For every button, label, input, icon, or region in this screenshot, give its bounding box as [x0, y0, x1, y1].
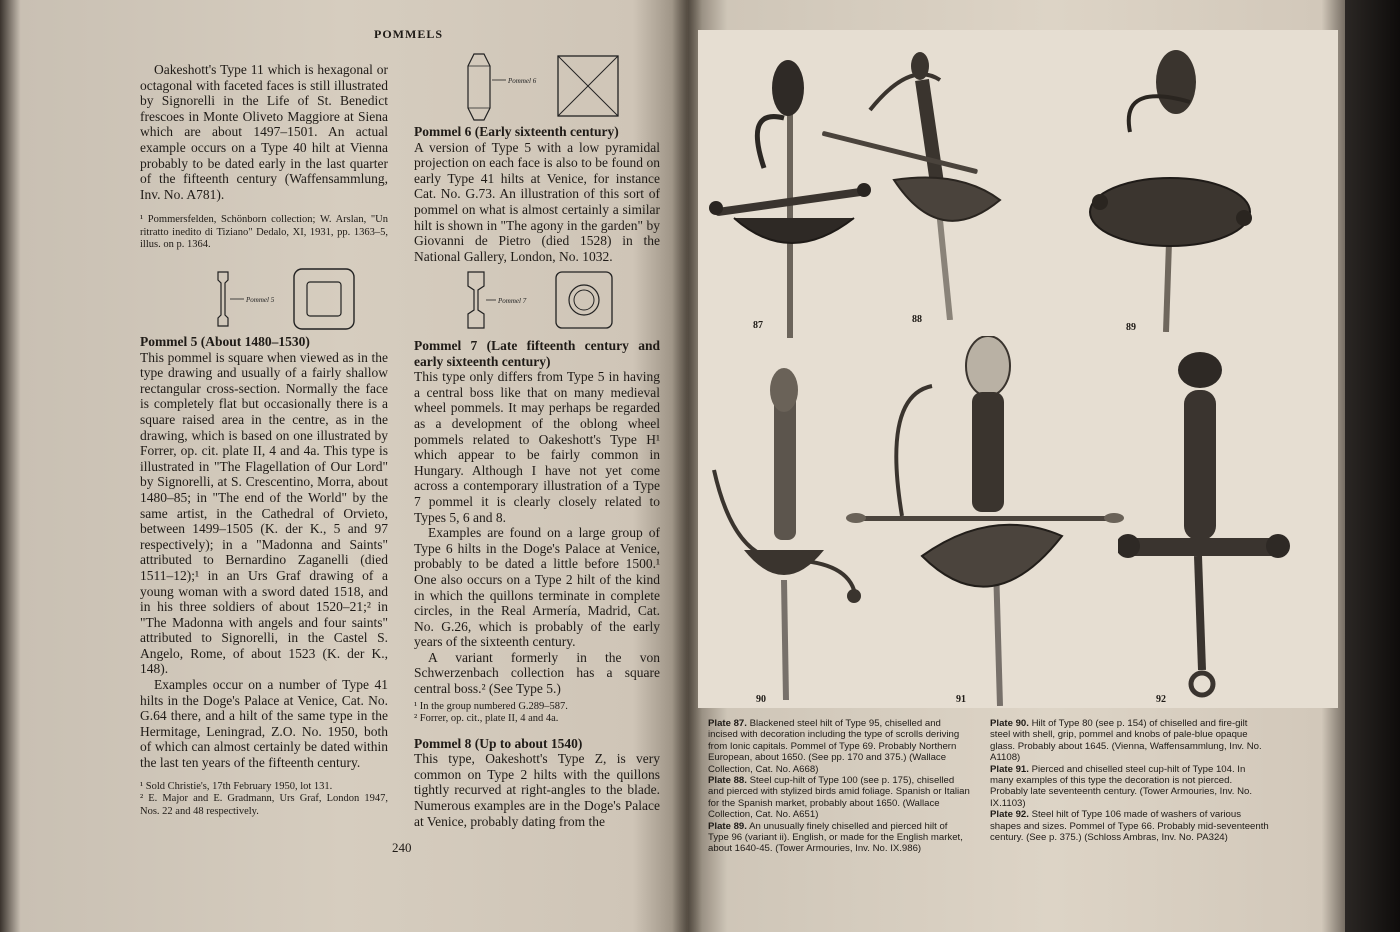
pommel-7-examples: Examples are found on a large group of Type 6 hilts in the Doge's Palace at Venice, probably to be dated a little before 1500.¹ One also occurs on a Type 2 hilt of the kind in which the quillons terminate in complete circles, in the Real Armería, Madrid, Cat. No. G.26, which is probably of the early years of the sixteenth century. [414, 525, 660, 650]
plate-89-number: 89 [1126, 322, 1136, 333]
caption-plate-88: Plate 88. Steel cup-hilt of Type 100 (see p. 175), chiselled and pierced with stylized birds amid foliage. Spanish or Italian for the Spanish market, probably about 1650. (Wallace Collection, Cat. No. A651) [708, 775, 970, 821]
book-cover-edge [1345, 0, 1400, 932]
left-column-top [140, 62, 388, 252]
footnote: ¹ Pommersfelden, Schönborn collection; W. Arslan, "Un ritratto inedito di Tiziano" Dedalo, XI, 1931, pp. 1363–5, illus. on p. 1364. [140, 214, 388, 251]
pommel-5-diagram [208, 266, 408, 332]
right-column-body [414, 338, 660, 829]
intro-paragraph: Oakeshott's Type 11 which is hexagonal or octagonal with faceted faces is still illustrated by Signorelli in the Life of St. Benedict frescoes in Monte Oliveto Maggiore at Siena which are about 1497–1501. An actual example occurs on a Type 40 hilt at Vienna probably to be dated early in the last quarter of the fifteenth century (Waffensammlung, Inv. No. A781). [140, 62, 388, 202]
caption-plate-87: Plate 87. Blackened steel hilt of Type 95, chiselled and incised with decoration including the type of scrolls deriving from Ionic capitals. Pommel of Type 69. Probably Northern European, about 1650. (See pp. 170 and 375.) (Wallace Collection, Cat. No. A668) [708, 718, 960, 775]
pommel-6-body: A version of Type 5 with a low pyramidal projection on each face is also to be found on early Type 41 hilts at Venice, for instance Cat. No. G.73. An illustration of this sort of pommel on what is almost certainly a similar hilt is shown in "The agony in the garden" by Giovanni de Pietro (died 1528) in the National Gallery, London, No. 1032. [414, 139, 660, 264]
pommel-7-diagram [458, 268, 638, 334]
pommel-7-label: Pommel 7 [498, 297, 527, 305]
pommel-6-label: Pommel 6 [508, 77, 537, 85]
pommel-5-examples: Examples occur on a number of Type 41 hilts in the Doge's Palace at Venice, Cat. No. G.64 there, and a hilt of the same type in the Hermitage, Leningrad, Z.O. No. 1950, both of which can almost certainly be dated within the last ten years of the fifteenth century. [140, 677, 388, 771]
caption-plate-89: Plate 89. An unusually finely chiselled and pierced hilt of Type 96 (variant ii). English, or made for the English market, about 1640-45. (Tower Armouries, Inv. No. IX.986) [708, 820, 963, 855]
pommel-7-body: This type only differs from Type 5 in having a central boss like that on many medieval wheel pommels. It may perhaps be regarded as a development of the oblong wheel pommels related to Oakeshott's Type H¹ which appear to be fairly common in Hungary. Although I have not yet come across a contemporary illustration of a Type 7 pommel it is clearly closely related to Types 5, 6 and 8. [414, 369, 660, 525]
caption-plate-91: Plate 91. Pierced and chiselled steel cup-hilt of Type 104. In many examples of this type the decoration is not pierced. Probably late seventeenth century. (Tower Armouries, Inv. No. IX.1103) [990, 763, 1252, 809]
running-head: POMMELS [374, 27, 443, 41]
captions-left [708, 718, 970, 855]
pommel-8-heading: Pommel 8 (Up to about 1540) [414, 735, 583, 751]
footnote: ¹ In the group numbered G.289–587. [414, 700, 568, 712]
pommel-5-heading: Pommel 5 (About 1480–1530) [140, 334, 310, 349]
page-number: 240 [392, 840, 412, 855]
plate-91-number: 91 [956, 694, 966, 705]
pommel-7-heading: Pommel 7 (Late fifteenth century and early sixteenth century) [414, 338, 660, 369]
left-column-body [140, 334, 388, 818]
plate-92-number: 92 [1156, 694, 1166, 705]
footnote: ² E. Major and E. Gradmann, Urs Graf, London 1947, Nos. 22 and 48 respectively. [140, 793, 388, 817]
pommel-6-heading: Pommel 6 (Early sixteenth century) [414, 124, 619, 139]
plate-88-sword-image [810, 40, 1010, 320]
pommel-8-body: This type, Oakeshott's Type Z, is very common on Type 2 hilts with the quillons tightly recurved at right-angles to the blade. Numerous examples are in the Doge's Palace at Venice, probably dating from the [414, 751, 660, 829]
plate-89-sword-image [1070, 42, 1270, 332]
plate-87-number: 87 [753, 320, 763, 331]
pommel-5-body: This pommel is square when viewed as in the type drawing and usually of a fairly shallow rectangular cross-section. Normally the face is completely flat but occasionally there is a square raised area in the centre, as in the drawing, which is based on one illustrated by Forrer, op. cit. plate II, 4 and 4a. This type is illustrated in "The Flagellation of Our Lord" by Signorelli, at S. Crescentino, Morra, about 1480–85; in "The end of the World" by the same artist, in the Cathedral of Orvieto, between 1499–1505 (K. der K., 5 and 97 respectively); in a "Madonna and Saints" attributed to Bernardino Zaganelli (died 1511–12);¹ in an Urs Graf drawing of a young woman with a sword dated 1518, and in his three soldiers of about 1520–21;² in "The Madonna with angels and four saints" attributed to Signorelli, in the Castel S. Angelo, Rome, of about 1523 (K. der K., 148). [140, 349, 388, 677]
pommel-6-diagram [460, 50, 640, 124]
plates-area [698, 30, 1338, 708]
pommel-7-variant: A variant formerly in the von Schwerzenbach collection has a square central boss.² (See Type 5.) [414, 649, 660, 697]
right-column-top [414, 124, 660, 264]
footnote: ² Forrer, op. cit., plate II, 4 and 4a. [414, 713, 559, 725]
caption-plate-92: Plate 92. Steel hilt of Type 106 made of washers of various shapes and sizes. Pommel of Type 66. Probably mid-seventeenth century. (See p. 375.) (Schloss Ambras, Inv. No. PA324) [990, 809, 1269, 844]
plate-90-number: 90 [756, 694, 766, 705]
plate-88-number: 88 [912, 314, 922, 325]
plate-91-sword-image [842, 336, 1132, 706]
caption-plate-90: Plate 90. Hilt of Type 80 (see p. 154) of chiselled and fire-gilt steel with shell, grip, pommel and knobs of pale-blue opaque glass. Probably about 1645. (Vienna, Waffensammlung, Inv. No. A1108) [990, 718, 1262, 764]
pommel-5-label: Pommel 5 [246, 296, 275, 304]
plate-92-sword-image [1118, 350, 1298, 710]
captions-right [990, 718, 1270, 843]
footnote: ¹ Sold Christie's, 17th February 1950, lot 131. [140, 780, 333, 792]
